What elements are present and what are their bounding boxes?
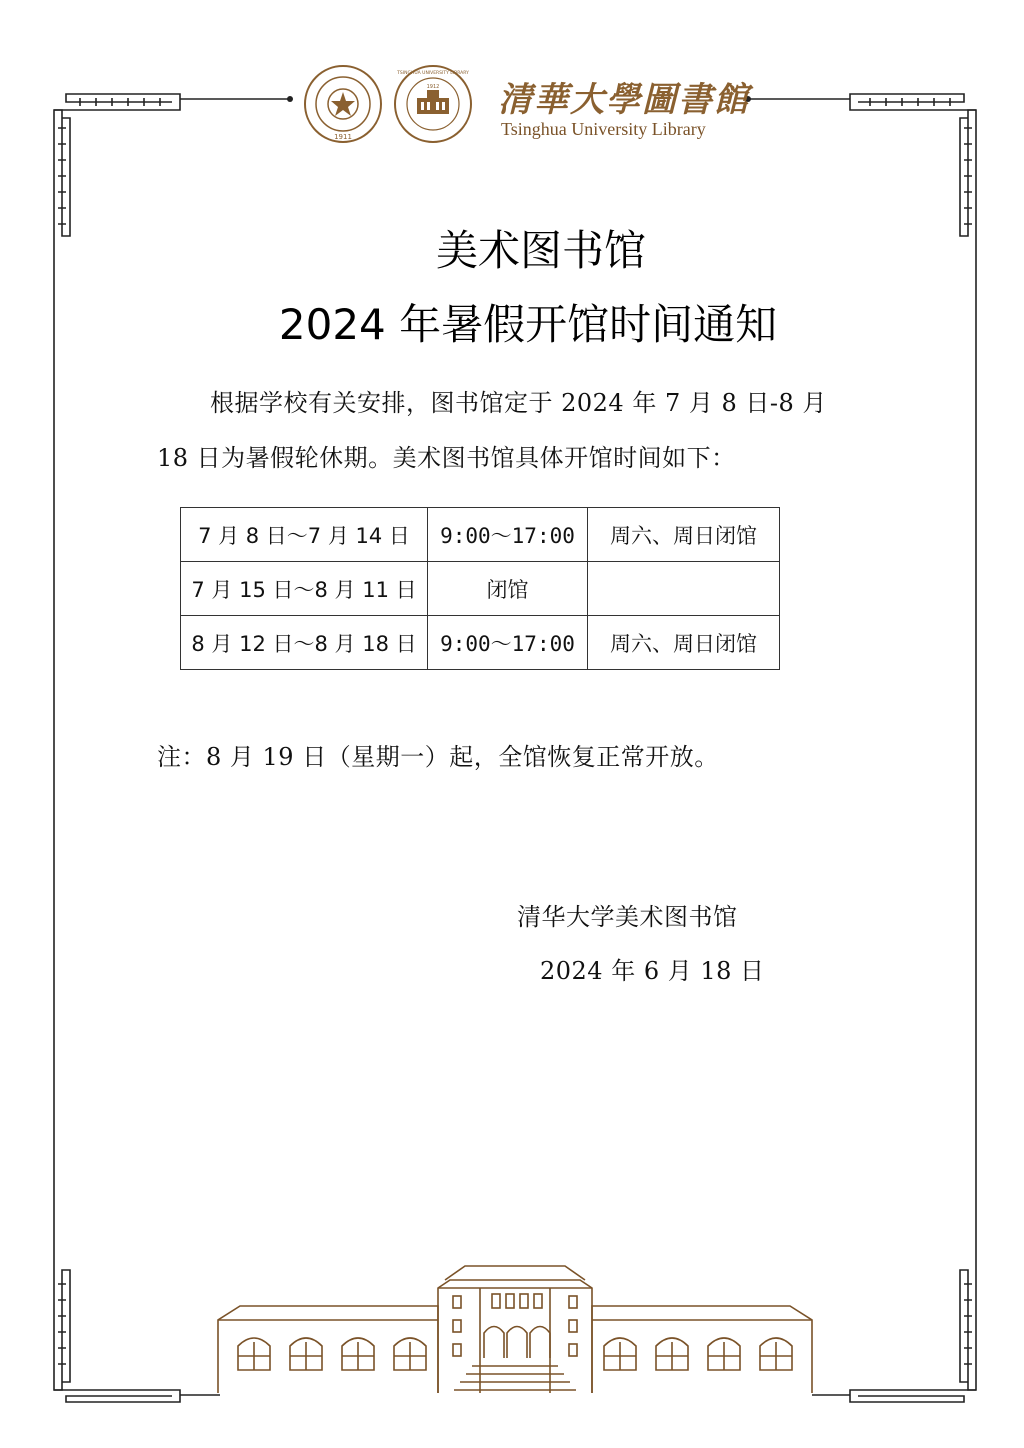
library-name-english: Tsinghua University Library [501,119,706,139]
remark-cell [588,562,780,616]
library-seal-icon [393,64,473,144]
period-cell: 7 月 8 日～7 月 14 日 [181,508,428,562]
table-row [181,562,780,616]
library-building-illustration [210,1258,820,1393]
issue-date: 2024 年 6 月 18 日 [540,957,765,985]
reopening-note: 注：8 月 19 日（星期一）起，全馆恢复正常开放。 [157,743,719,771]
remark-cell: 周六、周日闭馆 [588,508,780,562]
issuer-signature: 清华大学美术图书馆 [517,903,738,931]
notice-title-line2: 2024 年暑假开馆时间通知 [278,300,778,349]
remark-cell: 周六、周日闭馆 [588,616,780,670]
hours-cell: 闭馆 [428,562,588,616]
table-row [181,616,780,670]
table-row [181,508,780,562]
university-seal-icon [303,64,383,144]
library-header-logo [300,62,750,152]
hours-cell: 9:00～17:00 [428,616,588,670]
svg-text:1911: 1911 [334,133,352,141]
body-paragraph-line1: 根据学校有关安排，图书馆定于 2024 年 7 月 8 日-8 月 [210,389,827,417]
hours-cell: 9:00～17:00 [428,508,588,562]
notice-title-line1: 美术图书馆 [435,226,646,275]
svg-text:TSINGHUA UNIVERSITY LIBRARY: TSINGHUA UNIVERSITY LIBRARY [397,71,469,76]
library-name-chinese: 清華大學圖書館 [498,80,750,120]
svg-text:1912: 1912 [426,84,440,90]
period-cell: 7 月 15 日～8 月 11 日 [181,562,428,616]
opening-hours-table [180,507,780,670]
body-paragraph-line2: 18 日为暑假轮休期。美术图书馆具体开馆时间如下： [157,444,736,472]
period-cell: 8 月 12 日～8 月 18 日 [181,616,428,670]
